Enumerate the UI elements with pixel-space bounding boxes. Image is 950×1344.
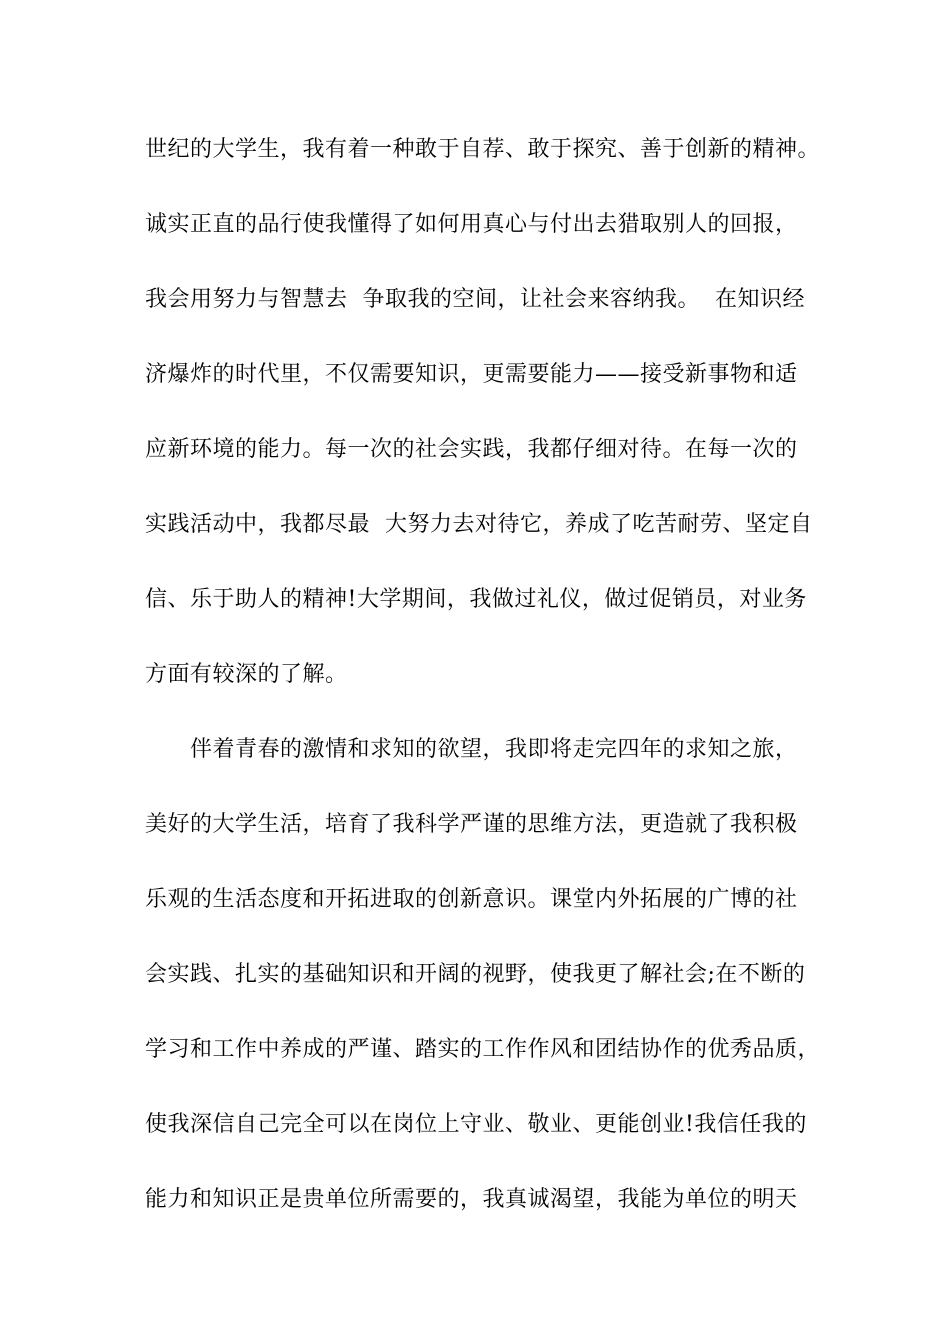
text-line-10: 美好的大学生活，培育了我科学严谨的思维方法，更造就了我积极 <box>145 812 798 837</box>
text-line-11: 乐观的生活态度和开拓进取的创新意识。课堂内外拓展的广博的社 <box>145 887 798 912</box>
text-line-14: 使我深信自己完全可以在岗位上守业、敬业、更能创业!我信任我的 <box>145 1112 807 1137</box>
text-line-1: 世纪的大学生，我有着一种敢于自荐、敢于探究、善于创新的精神。 <box>145 137 821 162</box>
text-line-2: 诚实正直的品行使我懂得了如何用真心与付出去猎取别人的回报， <box>145 212 798 237</box>
text-line-15: 能力和知识正是贵单位所需要的，我真诚渴望，我能为单位的明天 <box>145 1187 798 1212</box>
text-line-6: 实践活动中，我都尽最 大努力去对待它，养成了吃苦耐劳、坚定自 <box>145 512 813 537</box>
text-line-7: 信、乐于助人的精神!大学期间，我做过礼仪，做过促销员，对业务 <box>145 587 807 612</box>
text-line-13: 学习和工作中养成的严谨、踏实的工作作风和团结协作的优秀品质， <box>145 1037 821 1062</box>
text-line-5: 应新环境的能力。每一次的社会实践，我都仔细对待。在每一次的 <box>145 437 798 462</box>
text-line-8: 方面有较深的了解。 <box>145 662 348 687</box>
text-line-3: 我会用努力与智慧去 争取我的空间，让社会来容纳我。 在知识经 <box>145 287 805 312</box>
text-line-4: 济爆炸的时代里，不仅需要知识，更需要能力——接受新事物和适 <box>145 362 798 387</box>
paragraph-start-line: 伴着青春的激情和求知的欲望，我即将走完四年的求知之旅， <box>190 737 798 762</box>
text-line-12: 会实践、扎实的基础知识和开阔的视野，使我更了解社会;在不断的 <box>145 962 806 987</box>
